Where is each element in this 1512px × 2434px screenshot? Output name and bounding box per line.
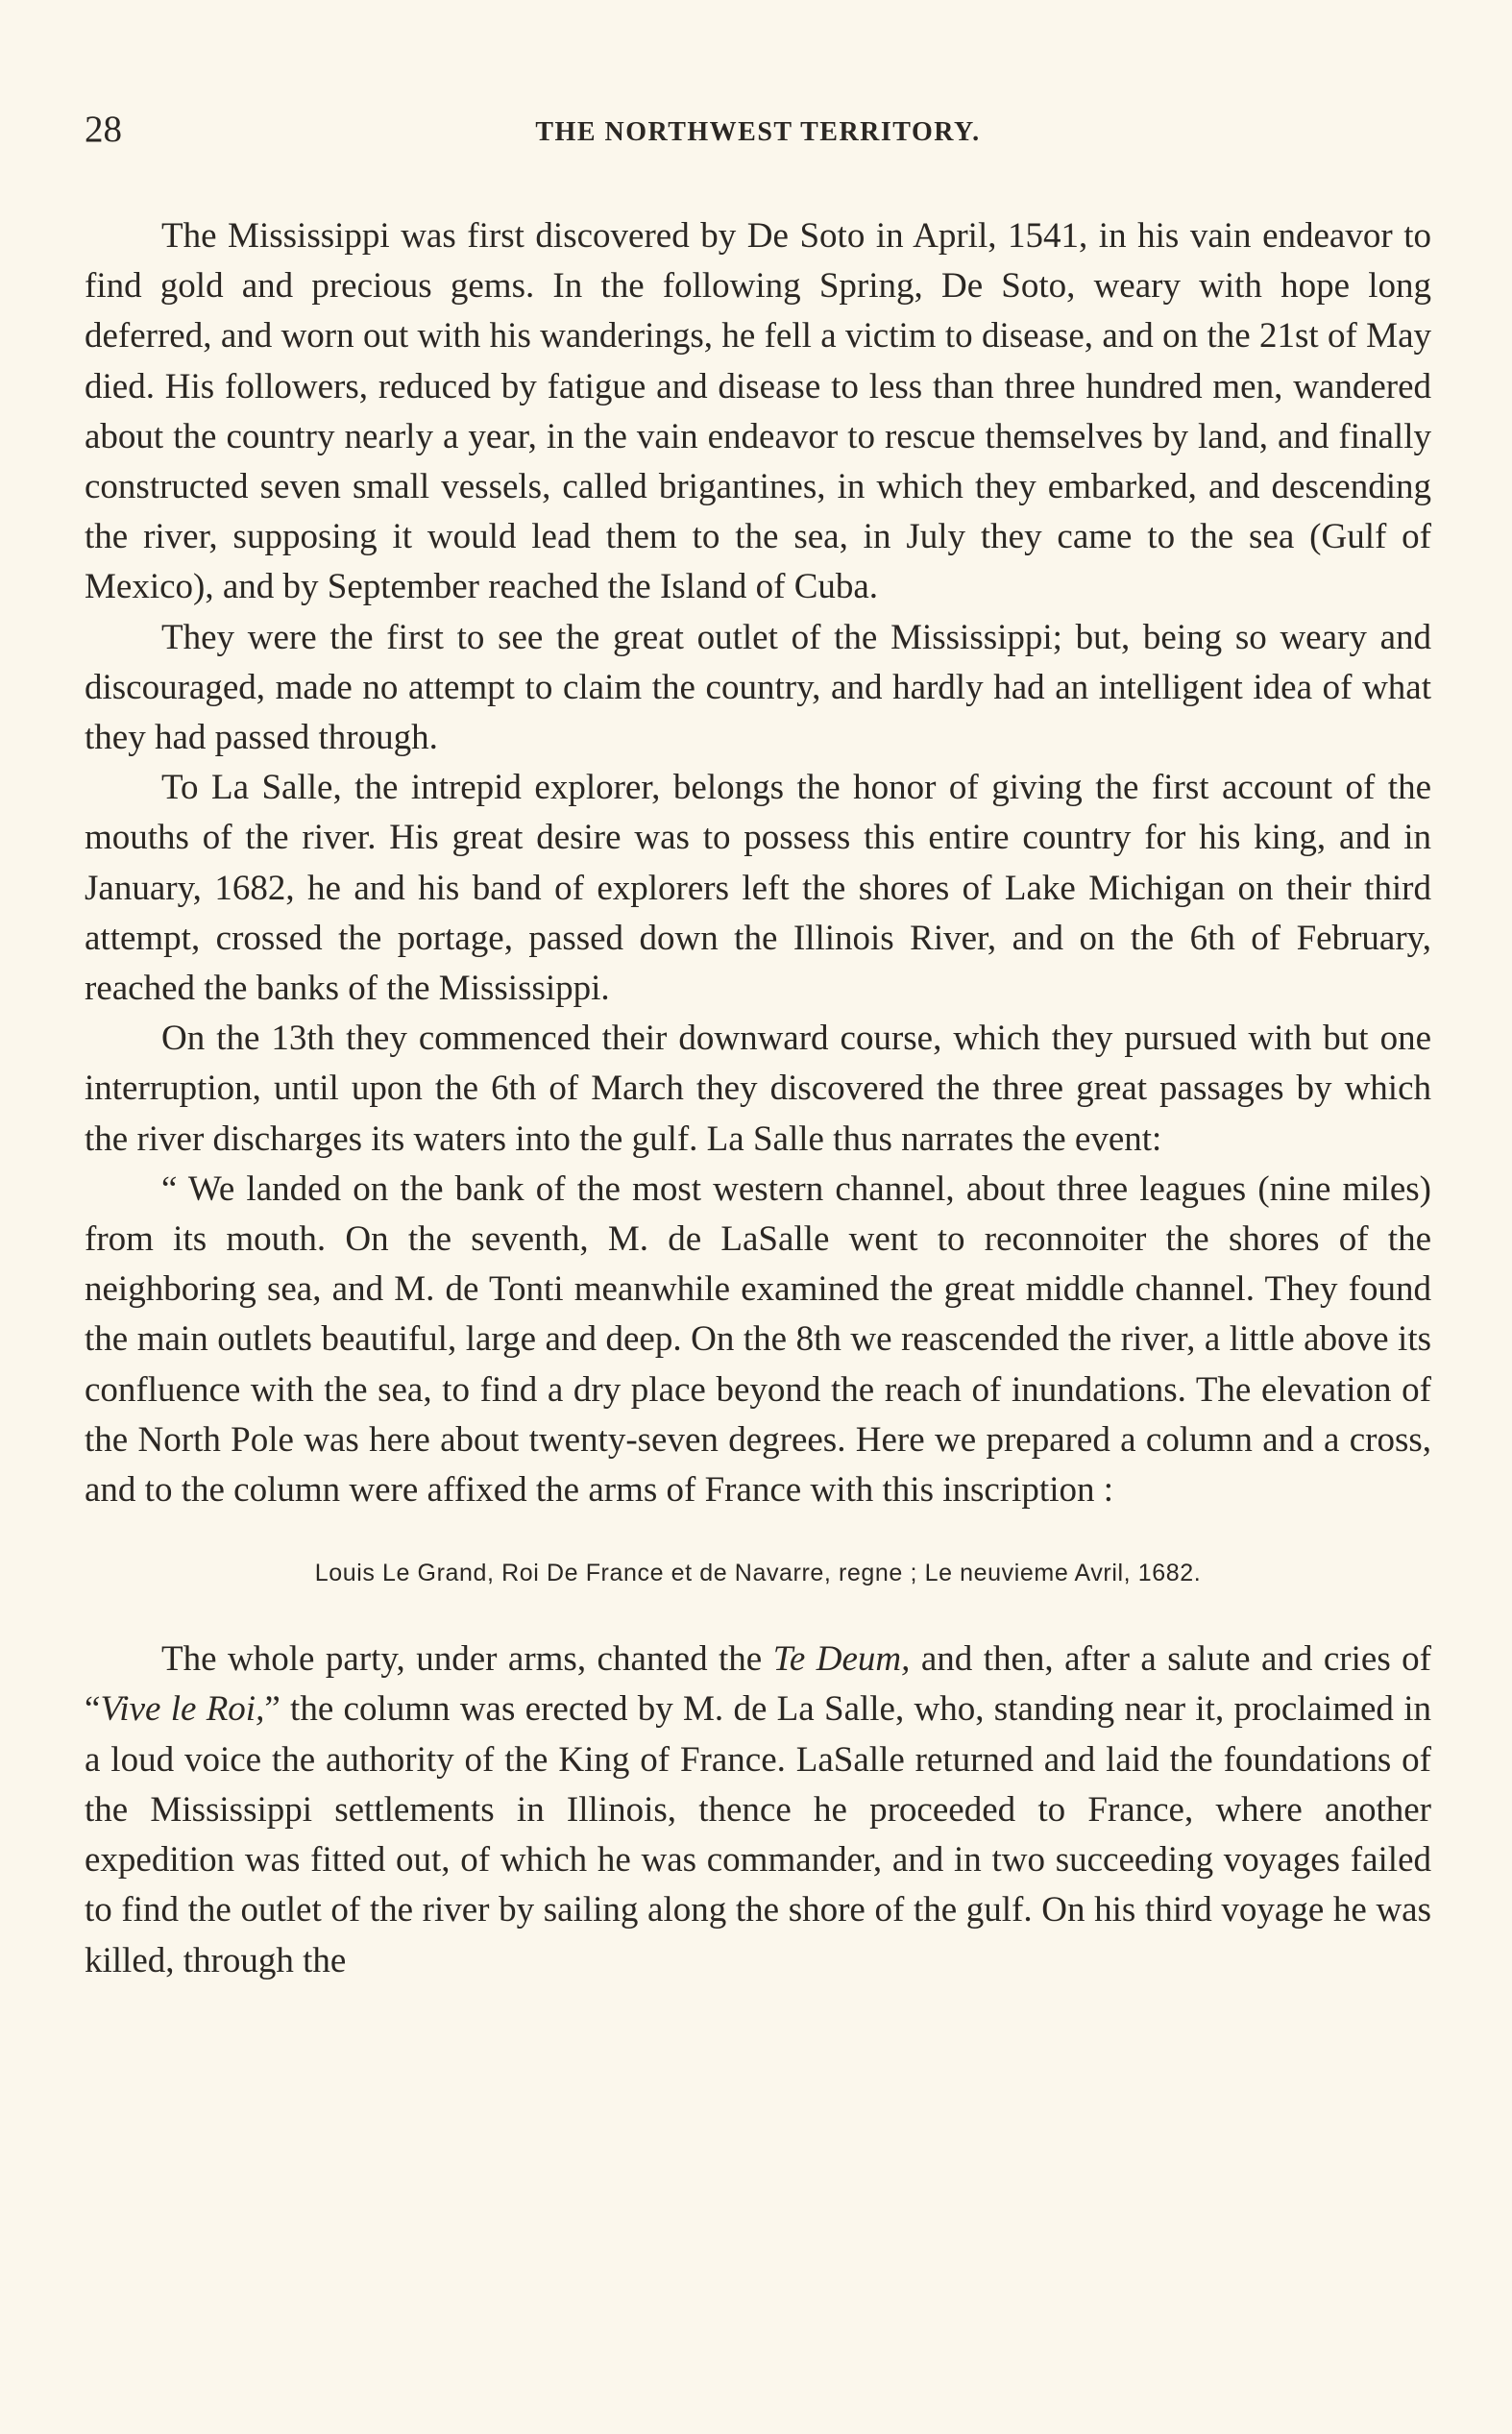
body-text: [85, 211, 1431, 1986]
paragraph-quotation: “ We landed on the bank of the most western channel, about three leagues (nine miles) from its mouth. On the seventh, M. de LaSalle went to reconnoiter the shores of the neighboring sea, and M. de Tonti meanwhile examined the great middle channel. They found the main outlets beautiful, large and deep. On the 8th we reascended the river, a little above its confluence with the sea, to find a dry place beyond the reach of inundations. The elevation of the North Pole was here about twenty-seven degrees. Here we prepared a column and a cross, and to the column were affixed the arms of France with this inscription :: [85, 1168, 1431, 1511]
paragraph-te-deum: [85, 1635, 1431, 1985]
page-number: 28: [85, 109, 122, 150]
text-segment: ” the column was erected by M. de La Salle, who, standing near it, proclaimed in a loud voice the authority of the King of France. LaSalle returned and laid the foundations of the Mississippi settlements in Illinois, thence he proceeded to France, where another expedition was fitted out, of which he was commander, and in two succeeding voyages failed to find the outlet of the river by sailing along the shore of the gulf. On his third voyage he was killed, through the: [85, 1689, 1431, 1980]
paragraph-la-salle: To La Salle, the intrepid explorer, belongs the honor of giving the first account of the mouths of the river. His great desire was to possess this entire country for his king, and in January, 1682, he and his band of explorers left the shores of Lake Michigan on their third attempt, crossed the portage, passed down the Illinois River, and on the 6th of February, reached the banks of the Mississippi.: [85, 768, 1431, 1009]
page-header: [85, 106, 1431, 163]
italic-te-deum: Te Deum,: [772, 1639, 911, 1680]
paragraph-first-to-see: They were the first to see the great outlet of the Mississippi; but, being so weary and discouraged, made no attempt to claim the country, and hardly had an intelligent idea of what they had passed through.: [85, 617, 1431, 758]
inscription: Louis Le Grand, Roi De France et de Navarre, regne ; Le neuvieme Avril, 1682.: [314, 1560, 1202, 1587]
paragraph-downward-course: On the 13th they commenced their downward course, which they pursued with but one interruption, until upon the 6th of March they discovered the three great passages by which the river discharges its waters into the gulf. La Salle thus narrates the event:: [85, 1019, 1431, 1159]
running-title: THE NORTHWEST TERRITORY.: [535, 117, 981, 147]
book-page: [85, 106, 1431, 1986]
text-segment: The whole party, under arms, chanted the: [161, 1639, 773, 1680]
text-segment: and then, after a salute and cries of “: [85, 1639, 1431, 1730]
italic-vive-le-roi: Vive le Roi,: [100, 1689, 265, 1730]
paragraph-de-soto: The Mississippi was first discovered by De Soto in April, 1541, in his vain endeavor to find gold and precious gems. In the following Spring, De Soto, weary with hope long deferred, and worn out with his wanderings, he fell a victim to disease, and on the 21st of May died. His followers, reduced by fatigue and disease to less than three hundred men, wandered about the country nearly a year, in the vain endeavor to rescue themselves by land, and finally constructed seven small vessels, called brigantines, in which they embarked, and descending the river, supposing it would lead them to the sea, in July they came to the sea (Gulf of Mexico), and by September reached the Island of Cuba.: [85, 216, 1431, 607]
